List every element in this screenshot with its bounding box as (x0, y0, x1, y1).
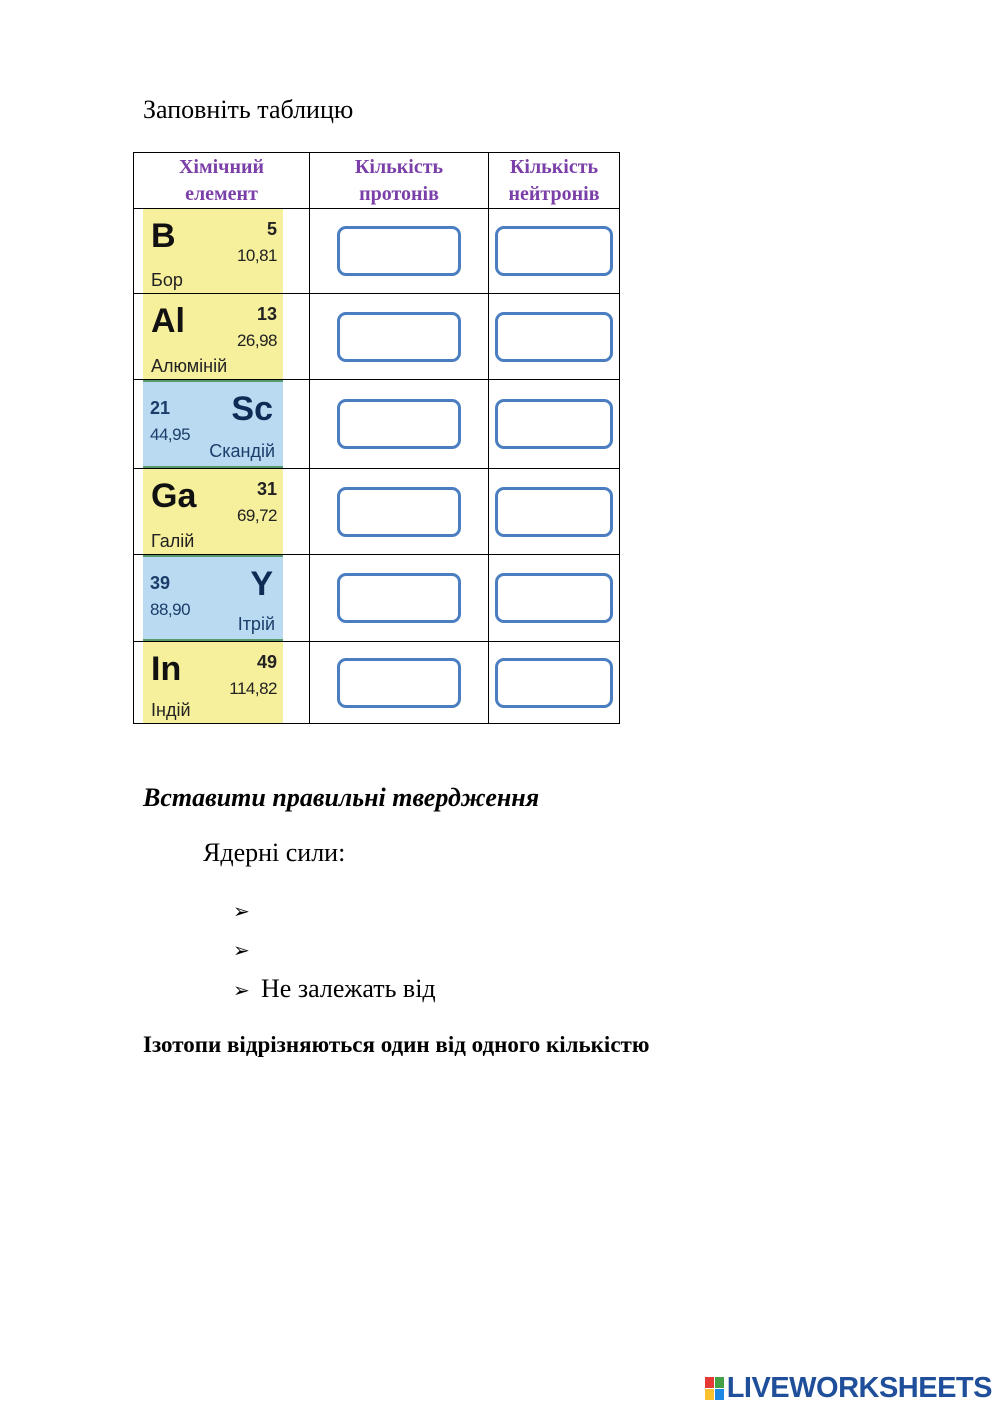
element-tile (143, 209, 283, 293)
header-protons (310, 153, 489, 209)
protons-cell (310, 380, 489, 469)
protons-answer-input[interactable] (337, 487, 461, 537)
header-element-line2: елемент (185, 182, 258, 205)
atomic-mass: 44,95 (150, 425, 191, 444)
protons-cell (310, 209, 489, 294)
protons-cell (310, 469, 489, 555)
element-cell (134, 294, 310, 380)
element-cell (134, 642, 310, 724)
protons-answer-input[interactable] (337, 226, 461, 276)
table-header-row (134, 153, 620, 209)
bullet-item (233, 974, 436, 1004)
page-heading: Заповніть таблицю (143, 95, 354, 124)
element-symbol: Sc (231, 390, 273, 428)
element-name: Ітрій (237, 614, 275, 634)
bullet-item (233, 895, 261, 925)
element-tile (143, 642, 283, 723)
isotopes-statement: Ізотопи відрізняються один від одного кількістю (143, 1032, 650, 1057)
nuclear-forces-label: Ядерні сили: (203, 838, 346, 867)
atomic-number: 5 (266, 219, 277, 239)
header-element-line1: Хімічний (178, 155, 265, 178)
header-protons-line2: протонів (359, 182, 439, 205)
header-element (134, 153, 310, 209)
header-neutrons-line2: нейтронів (508, 182, 600, 205)
neutrons-cell (489, 294, 620, 380)
element-name: Бор (151, 270, 183, 290)
protons-answer-input[interactable] (337, 399, 461, 449)
neutrons-cell (489, 380, 620, 469)
table-row (134, 294, 620, 380)
neutrons-cell (489, 469, 620, 555)
element-symbol: Al (151, 302, 185, 340)
header-neutrons (489, 153, 620, 209)
neutrons-answer-input[interactable] (495, 226, 613, 276)
neutrons-answer-input[interactable] (495, 573, 613, 623)
atomic-number: 21 (150, 398, 171, 418)
arrow-bullet-icon: ➢ (233, 938, 250, 962)
neutrons-answer-input[interactable] (495, 312, 613, 362)
neutrons-answer-input[interactable] (495, 399, 613, 449)
table-row (134, 209, 620, 294)
bullet-text: Не залежать від (261, 974, 436, 1003)
atomic-number: 49 (256, 652, 277, 672)
logo-square (705, 1389, 714, 1400)
neutrons-cell (489, 642, 620, 724)
element-symbol: B (151, 217, 176, 255)
header-neutrons-line1: Кількість (509, 155, 599, 178)
element-name: Галій (151, 531, 195, 551)
element-cell (134, 555, 310, 642)
element-symbol: Ga (151, 477, 197, 515)
protons-answer-input[interactable] (337, 312, 461, 362)
protons-cell (310, 642, 489, 724)
element-name: Скандій (209, 441, 275, 461)
table-row (134, 469, 620, 555)
element-tile (143, 294, 283, 379)
logo-square (705, 1377, 714, 1388)
element-tile (143, 380, 283, 468)
element-symbol: In (151, 650, 182, 688)
logo-square (715, 1377, 724, 1388)
table-row (134, 380, 620, 469)
element-tile (143, 469, 283, 554)
neutrons-cell (489, 209, 620, 294)
logo-mark-icon (705, 1377, 724, 1400)
neutrons-answer-input[interactable] (495, 487, 613, 537)
protons-cell (310, 555, 489, 642)
arrow-bullet-icon: ➢ (233, 978, 250, 1002)
protons-cell (310, 294, 489, 380)
atomic-mass: 88,90 (150, 600, 191, 619)
neutrons-answer-input[interactable] (495, 658, 613, 708)
atomic-number: 31 (256, 479, 277, 499)
atomic-number: 39 (150, 573, 171, 593)
table-row (134, 642, 620, 724)
logo-square (715, 1389, 724, 1400)
element-cell (134, 380, 310, 469)
atomic-mass: 114,82 (229, 679, 277, 698)
atomic-mass: 69,72 (236, 506, 277, 525)
element-cell (134, 469, 310, 555)
header-protons-line1: Кількість (354, 155, 444, 178)
neutrons-cell (489, 555, 620, 642)
protons-answer-input[interactable] (337, 573, 461, 623)
arrow-bullet-icon: ➢ (233, 899, 250, 923)
protons-answer-input[interactable] (337, 658, 461, 708)
bullet-item (233, 934, 261, 964)
element-name: Індій (151, 700, 191, 720)
element-name: Алюміній (151, 356, 228, 376)
elements-table (133, 152, 620, 724)
atomic-mass: 26,98 (236, 331, 277, 350)
atomic-mass: 10,81 (236, 246, 277, 265)
table-row (134, 555, 620, 642)
element-symbol: Y (250, 565, 273, 603)
logo-text: LIVEWORKSHEETS (726, 1372, 992, 1404)
atomic-number: 13 (256, 304, 277, 324)
element-tile (143, 555, 283, 641)
section-title: Вставити правильні твердження (143, 783, 540, 812)
liveworksheets-logo (705, 1372, 992, 1405)
element-cell (134, 209, 310, 294)
